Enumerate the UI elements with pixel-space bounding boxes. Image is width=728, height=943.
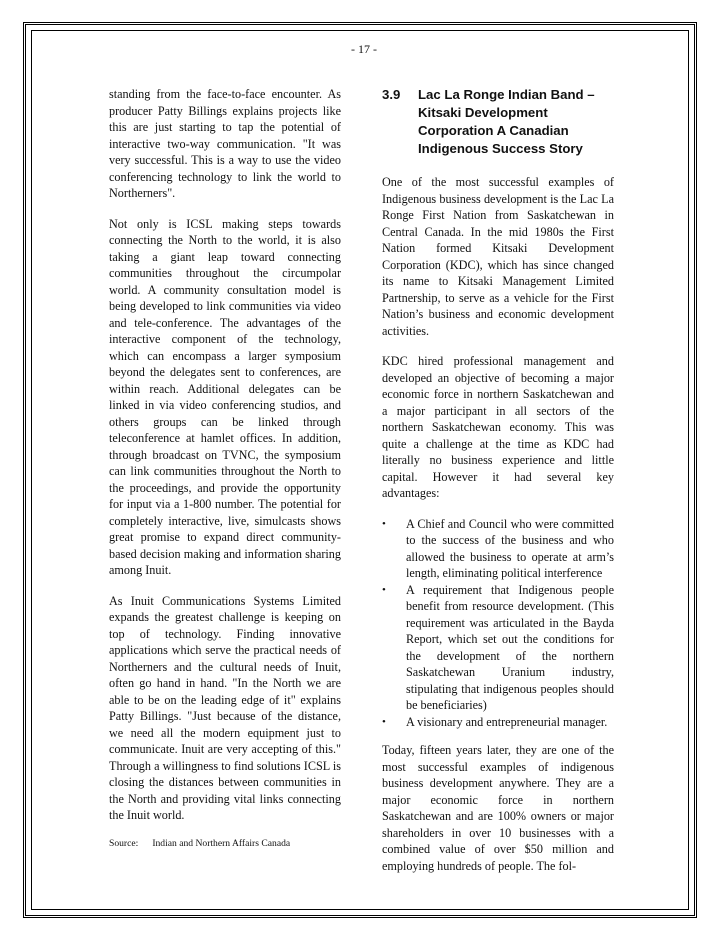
list-item-text: A requirement that Indigenous people benefit from resource development. (This requirement was articulated in the Bayda Report, which set out the conditions for the development of the northern Saskatchewan Uranium industry, stipulating that indigenous peoples should be beneficiaries) — [406, 582, 614, 712]
list-item-text: A visionary and entrepreneurial manager. — [406, 714, 608, 729]
list-item — [382, 516, 614, 582]
advantages-list — [382, 516, 614, 731]
right-closing-paragraph: Today, fifteen years later, they are one of the most successful examples of indigenous business development anywhere. They are a major economic force in northern Saskatchewan and are 100% owners or major shareholders in over 10 businesses with a combined value of over $50 million and employing hundreds of people. The fol- — [382, 743, 614, 873]
list-item-text: A Chief and Council who were committed to the success of the business and who allowed the business to operate at arm’s length, eliminating political interference — [406, 516, 614, 580]
left-paragraph-3: As Inuit Communications Systems Limited expands the greatest challenge is keeping on top of technology. Finding innovative applications which serve the practical needs of Northerners and the cultural needs of Inuit, often go hand in hand. "In the North we are able to be on the leading edge of it" explains Patty Billings. "Just because of the distance, we need all the modern equipment just to communicate. Inuit are very accepting of this." Through a willingness to find solutions ICSL is closing the distances between communities in the North and providing vital links connecting the Inuit world. — [109, 593, 341, 822]
source-note — [109, 838, 341, 850]
left-column — [109, 86, 341, 850]
right-paragraph-1: One of the most successful examples of Indigenous business development is the Lac La Ronge First Nation from Saskatchewan in Central Canada. In the mid 1980s the First Nation formed Kitsaki Development Corporation (KDC), which has since changed its name to Kitsaki Management Limited Partnership, to serve as a vehicle for the First Nation’s business and economic development activities. — [382, 175, 614, 338]
list-item — [382, 582, 614, 714]
list-item — [382, 714, 614, 731]
source-text: Indian and Northern Affairs Canada — [152, 837, 291, 849]
page-number: - 17 - — [351, 42, 377, 56]
section-number: 3.9 — [382, 87, 401, 102]
bullet-icon: • — [382, 715, 386, 728]
right-column — [382, 86, 614, 888]
left-paragraph-1: standing from the face-to-face encounter. As producer Patty Billings explains projects like this are just starting to tap the potential of interactive two-way communication. "It was very successful. This is a way to use the video conferencing technology to link the world to Northerners". — [109, 87, 341, 200]
bullet-icon: • — [382, 517, 386, 530]
right-paragraph-2: KDC hired professional management and developed an objective of becoming a major economic force in northern Saskatchewan and a major participant in all sectors of the northern Saskatchewan economy. This was quite a challenge at the time as KDC had literally no business experience and little capital. However it had several key advantages: — [382, 354, 614, 500]
section-heading — [382, 86, 614, 158]
left-paragraph-2: Not only is ICSL making steps towards connecting the North to the world, it is also taking a giant leap toward connecting communities throughout the circumpolar world. A community consultation model is being developed to link communities via video and tele-conference. The advantages of the interactive component of the technology, which can encompass a larger symposium beyond the delegates sent to conferences, are within reach. Additional delegates can be linked in via video conferencing studios, and others groups can be linked through teleconference at hamlet offices. In addition, through broadcast on TVNC, the symposium can link communities throughout the North to the proceedings, and provide the opportunity for input via a 1-800 number. The potential for completely interactive, live, simulcasts shows great promise to expand direct community-based decision making and information sharing among Inuit. — [109, 216, 341, 577]
bullet-icon: • — [382, 583, 386, 596]
section-title: Lac La Ronge Indian Band – Kitsaki Development Corporation A Canadian Indigenous Success Story — [418, 87, 595, 156]
source-label: Source: — [109, 837, 139, 849]
